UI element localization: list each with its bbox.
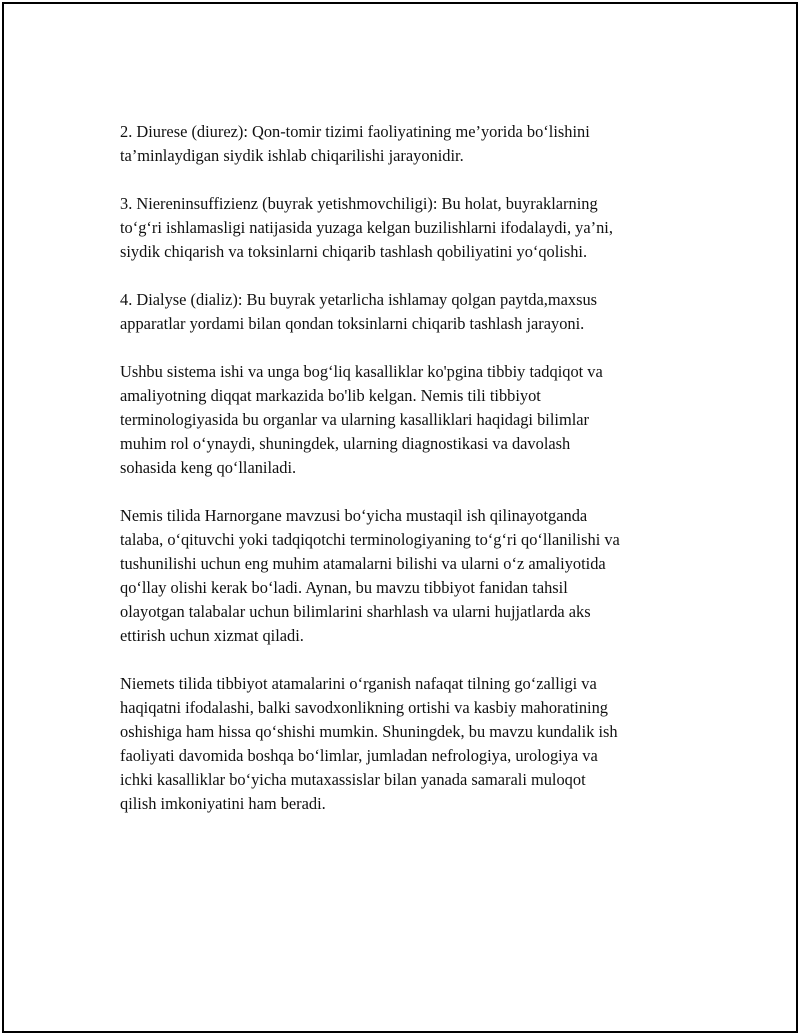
paragraph-dialyse: 4. Dialyse (dializ): Bu buyrak yetarlicha ishlamay qolgan paytda,maxsus apparatlar yordami bilan qondan toksinlarni chiqarib tashlash jarayoni.	[120, 290, 598, 333]
paragraph-diurese: 2. Diurese (diurez): Qon-tomir tizimi faoliyatining me’yorida bo‘lishini ta’minlaydigan siydik ishlab chiqarilishi jarayonidir.	[120, 122, 590, 165]
paragraph-niereninsuffizienz: 3. Niereninsuffizienz (buyrak yetishmovchiligi): Bu holat, buyraklarning to‘g‘ri ishlamasligi natijasida yuzaga kelgan buzilishlarni ifodalaydi, ya’ni, siydik chiqarish va toksinlarni chiqarib tashlash qobiliyatini yo‘qolishi.	[120, 194, 613, 261]
paragraph-system-overview: Ushbu sistema ishi va unga bog‘liq kasalliklar ko'pgina tibbiy tadqiqot va amaliyotning diqqat markazida bo'lib kelgan. Nemis tili tibbiyot terminologiyasida bu organlar va ularning kasalliklari haqidagi bilimlar muhim rol o‘ynaydi, shuningdek, ularning diagnostikasi va davolash sohasida keng qo‘llaniladi.	[120, 362, 603, 477]
document-page	[2, 2, 798, 1033]
paragraph-terminology-study: Niemets tilida tibbiyot atamalarini o‘rganish nafaqat tilning go‘zalligi va haqiqatni ifodalashi, balki savodxonlikning ortishi va kasbiy mahoratining oshishiga ham hissa qo‘shishi mumkin. Shuningdek, bu mavzu kundalik ish faoliyati davomida boshqa bo‘limlar, jumladan nefrologiya, urologiya va ichki kasalliklar bo‘yicha mutaxassislar bilan yanada samarali muloqot qilish imkoniyatini ham beradi.	[120, 674, 618, 813]
paragraph-independent-work: Nemis tilida Harnorgane mavzusi bo‘yicha mustaqil ish qilinayotganda talaba, o‘qituvchi yoki tadqiqotchi terminologiyaning to‘g‘ri qo‘llanilishi va tushunilishi uchun eng muhim atamalarni bilishi va ularni o‘z amaliyotida qo‘llay olishi kerak bo‘ladi. Aynan, bu mavzu tibbiyot fanidan tahsil olayotgan talabalar uchun bilimlarini sharhlash va ularni hujjatlarda aks ettirish uchun xizmat qiladi.	[120, 506, 620, 645]
document-body	[120, 120, 700, 840]
